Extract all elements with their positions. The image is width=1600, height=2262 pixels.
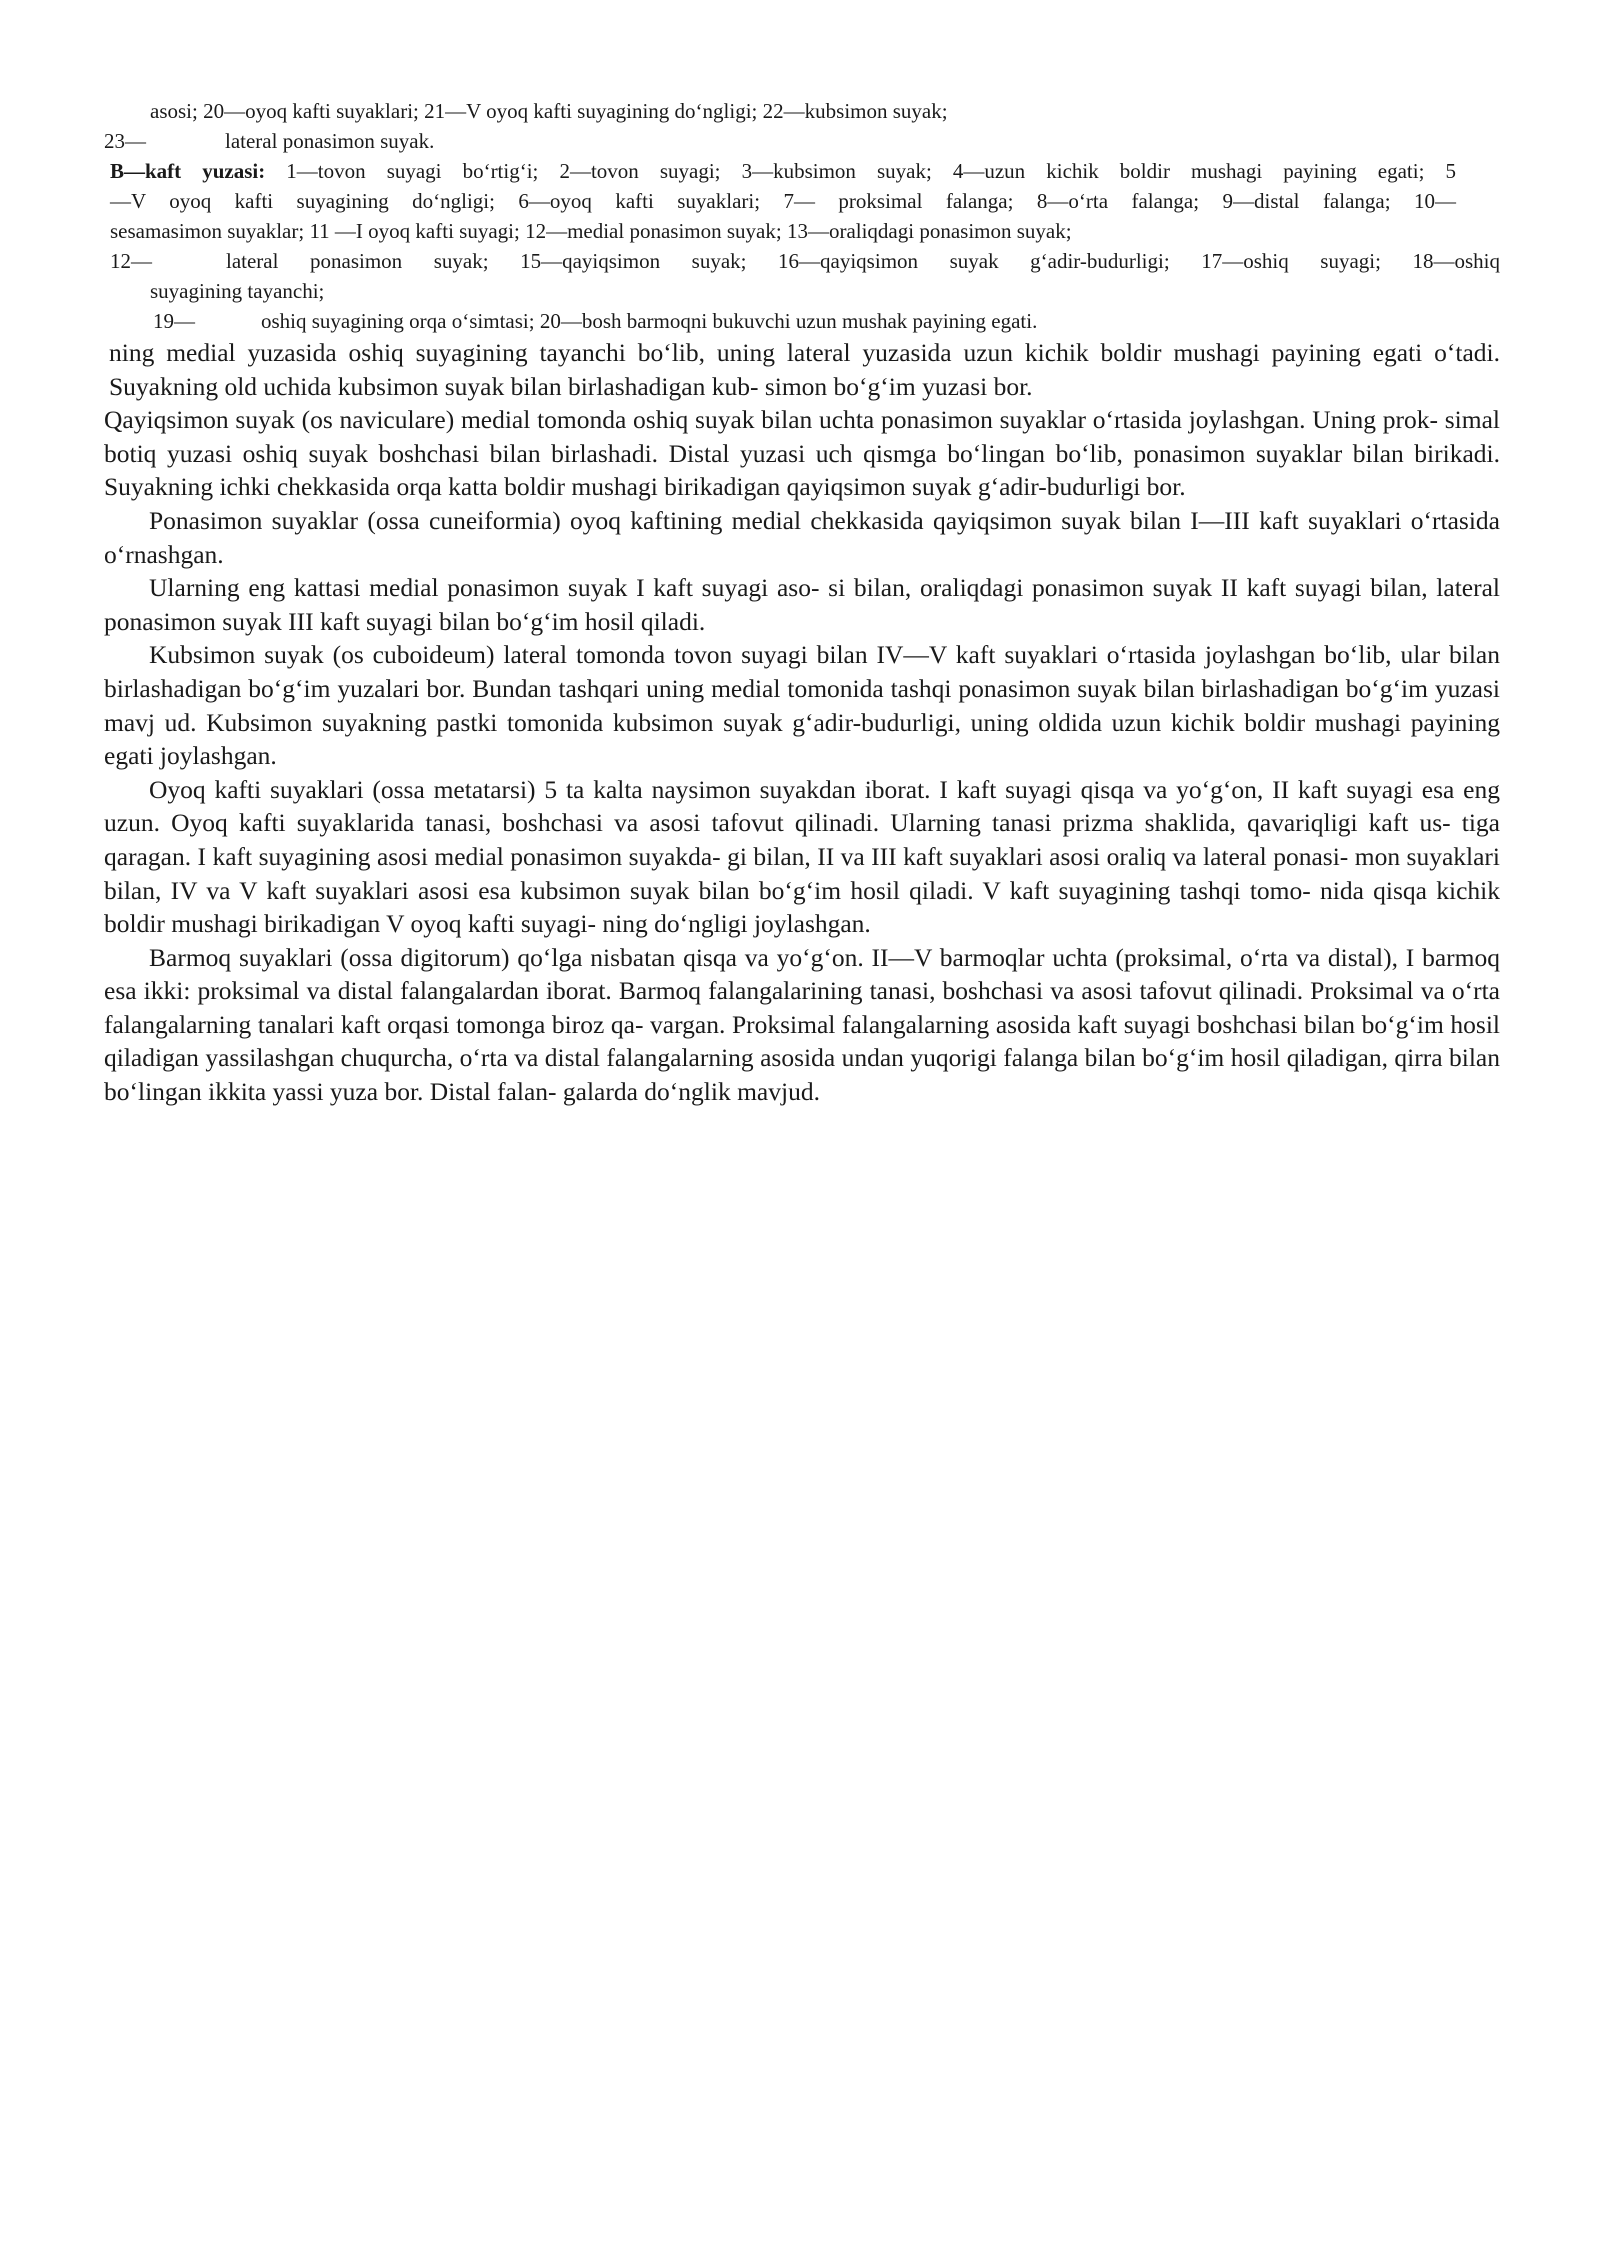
caption-text: 1—tovon suyagi bo‘rtig‘i; 2—tovon suyagi; 3—kubsimon suyak; 4—uzun kichik boldir mushagi payining egati; 5 xyxy=(265,159,1456,183)
paragraph: Barmoq suyaklari (ossa digitorum) qo‘lga nisbatan qisqa va yo‘g‘on. II—V barmoqlar uchta (proksimal, o‘rta va distal), I barmoq esa ikki: proksimal va distal falangalardan iborat. Barmoq falangalarining tanasi, boshchasi va asosi tafovut qilinadi. Proksimal va o‘rta falangalarning tanalari kaft orqasi tomonga biroz qa- vargan. Proksimal falangalarning asosida kaft suyagi boshchasi bilan bo‘g‘im hosil qiladigan yassilashgan chuqurcha, o‘rta va distal falangalarning asosida undan yuqorigi falanga bilan bo‘g‘im hosil qiladigan, qirra bilan bo‘lingan ikkita yassi yuza bor. Distal falan- galarda do‘nglik mavjud. xyxy=(104,942,1500,1107)
paragraph: ning medial yuzasida oshiq suyagining tayanchi bo‘lib, uning lateral yuzasida uzun kichik boldir mushagi payining egati o‘tadi. Suyakning old uchida kubsimon suyak bilan birlashadigan kub- simon bo‘g‘im yuzasi bor. xyxy=(109,338,1500,401)
caption-number: 19— xyxy=(153,309,195,333)
caption-number: 12— xyxy=(110,249,152,273)
paragraph: Qayiqsimon suyak (os naviculare) medial tomonda oshiq suyak bilan uchta ponasimon suyaklar o‘rtasida joylashgan. Uning prok- simal botiq yuzasi oshiq suyak boshchasi bilan birlashadi. Distal yuzasi uch qismga bo‘lingan bo‘lib, ponasimon suyaklar bilan birikadi. Suyakning ichki chekkasida orqa katta boldir mushagi birikadigan qayiqsimon suyak g‘adir-budurligi bor. xyxy=(104,405,1500,502)
paragraph: Oyoq kafti suyaklari (ossa metatarsi) 5 ta kalta naysimon suyakdan iborat. I kaft suyagi qisqa va yo‘g‘on, II kaft suyagi esa eng uzun. Oyoq kafti suyaklarida tanasi, boshchasi va asosi tafovut qilinadi. Ularning tanasi prizma shaklida, qavariqligi kaft us- tiga qaragan. I kaft suyagining asosi medial ponasimon suyakda- gi bilan, II va III kaft suyaklari asosi oraliq va lateral ponasi- mon suyaklari bilan, IV va V kaft suyaklari asosi esa kubsimon suyak bilan bo‘g‘im hosil qiladi. V kaft suyagining tashqi tomo- nida qisqa kichik boldir mushagi birikadigan V oyoq kafti suyagi- ning do‘ngligi joylashgan. xyxy=(104,774,1500,939)
caption-text: lateral ponasimon suyak. xyxy=(225,129,435,153)
caption-heading: B—kaft yuzasi: xyxy=(110,159,266,183)
caption-line xyxy=(153,306,1038,336)
caption-line: sesamasimon suyaklar; 11 —I oyoq kafti suyagi; 12—medial ponasimon suyak; 13—oraliqdagi ponasimon suyak; xyxy=(110,219,1072,243)
caption-text: oshiq suyagining orqa o‘simtasi; 20—bosh barmoqni bukuvchi uzun mushak payining egati. xyxy=(261,309,1038,333)
caption-line xyxy=(104,126,435,156)
caption-line xyxy=(110,246,1500,276)
caption-number: 23— xyxy=(104,129,146,153)
caption-line xyxy=(110,156,1456,186)
paragraph: Ponasimon suyaklar (ossa cuneiformia) oyoq kaftining medial chekkasida qayiqsimon suyak bilan I—III kaft suyaklari o‘rtasida o‘rnashgan. xyxy=(104,505,1500,569)
caption-text: lateral ponasimon suyak; 15—qayiqsimon suyak; 16—qayiqsimon suyak g‘adir-budurligi; 17—oshiq suyagi; 18—oshiq xyxy=(226,249,1500,273)
body-text xyxy=(104,336,1500,1109)
paragraph: Ularning eng kattasi medial ponasimon suyak I kaft suyagi aso- si bilan, oraliqdagi ponasimon suyak II kaft suyagi bilan, lateral ponasimon suyak III kaft suyagi bilan bo‘g‘im hosil qiladi. xyxy=(104,573,1500,636)
paragraph: Kubsimon suyak (os cuboideum) lateral tomonda tovon suyagi bilan IV—V kaft suyaklari o‘rtasida joylashgan bo‘lib, ular bilan birlashadigan bo‘g‘im yuzalari bor. Bundan tashqari uning medial tomonida tashqi ponasimon suyak bilan birlashadigan bo‘g‘im yuzasi mavj ud. Kubsimon suyakning pastki tomonida kubsimon suyak g‘adir-budurligi, uning oldida uzun kichik boldir mushagi payining egati joylashgan. xyxy=(104,640,1500,771)
caption-line: suyagining tayanchi; xyxy=(150,279,325,303)
caption-line: —V oyoq kafti suyagining do‘ngligi; 6—oyoq kafti suyaklari; 7— proksimal falanga; 8—o‘rta falanga; 9—distal falanga; 10— xyxy=(110,189,1456,213)
caption-line: asosi; 20—oyoq kafti suyaklari; 21—V oyoq kafti suyagining do‘ngligi; 22—kubsimon suyak; xyxy=(150,99,948,123)
